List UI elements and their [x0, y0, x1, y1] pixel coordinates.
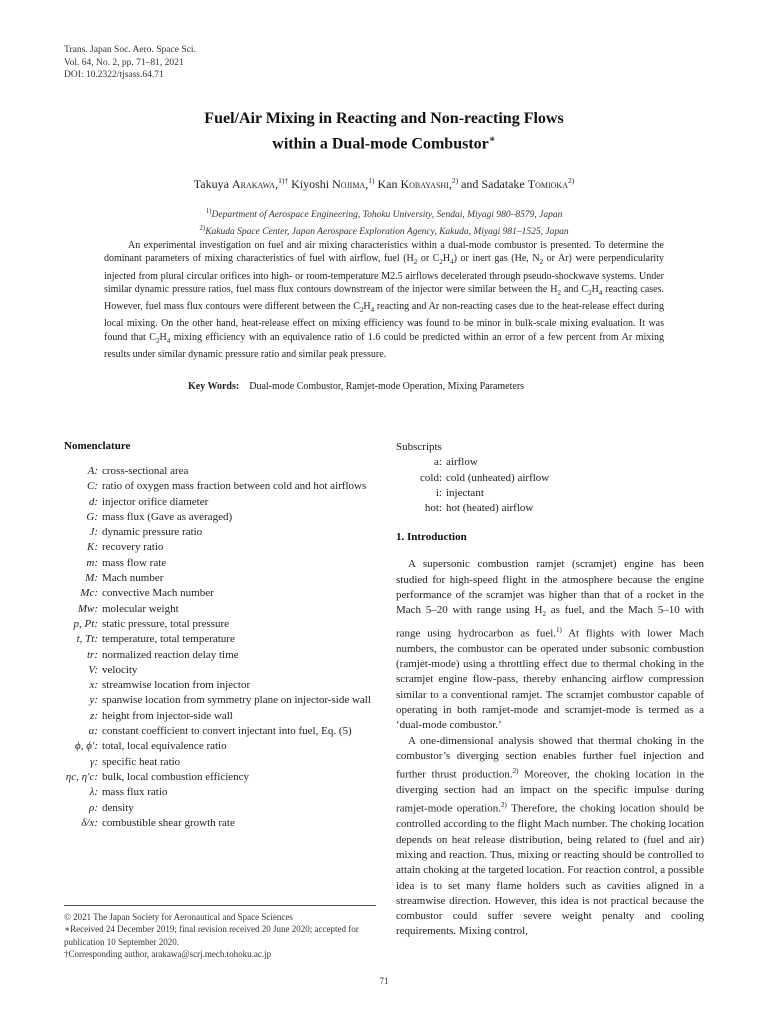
nomenclature-row — [64, 602, 380, 617]
nomenclature-row — [64, 770, 380, 785]
nomenclature-symbol: d: — [88, 495, 98, 508]
subscript-definition: injectant — [446, 486, 484, 499]
nomenclature-row — [64, 739, 380, 754]
subscript-symbol: hot: — [424, 502, 442, 515]
nomenclature-symbol: G: — [86, 510, 98, 523]
right-column — [396, 440, 704, 940]
nomenclature-symbol: γ: — [90, 755, 98, 768]
nomenclature-row — [64, 495, 380, 510]
nomenclature-row — [64, 464, 380, 479]
subscript-row — [396, 486, 704, 501]
nomenclature-definition: temperature, total temperature — [102, 633, 235, 646]
nomenclature-row — [64, 525, 380, 540]
author-2: Kiyoshi Nojima,$^{1)}$ — [291, 176, 375, 191]
title-footnote-mark: ∗ — [488, 134, 496, 145]
nomenclature-definition: Mach number — [102, 572, 164, 585]
nomenclature-symbol: ηc, η′c: — [65, 770, 98, 783]
nomenclature-row — [64, 586, 380, 601]
nomenclature-definition: streamwise location from injector — [102, 679, 251, 692]
nomenclature-definition: density — [102, 801, 134, 814]
affiliation-1: $^{1)}$Department of Aerospace Engineering, Tohoku University, Sendai, Miyagi 980–8579, Japan — [205, 207, 563, 221]
nomenclature-row — [64, 693, 380, 708]
author-4: Sadatake Tomioka$^{2)}$ — [481, 176, 575, 191]
keywords — [188, 381, 524, 392]
nomenclature-symbol: C: — [87, 480, 98, 493]
nomenclature-row — [64, 510, 380, 525]
nomenclature-symbol: x: — [89, 679, 98, 692]
title-line-1: Fuel/Air Mixing in Reacting and Non-reacting Flows — [204, 110, 564, 127]
nomenclature-row — [64, 724, 380, 739]
nomenclature-symbol: K: — [87, 541, 98, 554]
footnote-received: ∗Received 24 December 2019; final revision received 20 June 2020; accepted for publication 10 September 2020. — [64, 924, 359, 947]
nomenclature-row — [64, 617, 380, 632]
nomenclature-row — [64, 785, 380, 800]
journal-name: Trans. Japan Soc. Aero. Space Sci. — [64, 45, 196, 55]
subscript-symbol: i: — [435, 486, 442, 499]
nomenclature-definition: dynamic pressure ratio — [102, 526, 203, 539]
nomenclature-symbol: t, Tt: — [76, 633, 98, 646]
nomenclature-row — [64, 678, 380, 693]
footnote — [64, 905, 376, 960]
page-number: 71 — [379, 976, 389, 986]
author-3: Kan Kobayashi,$^{2)}$ — [377, 176, 459, 191]
journal-header — [64, 44, 196, 82]
nomenclature-symbol: Mc: — [80, 587, 98, 600]
paper-title — [0, 108, 768, 154]
nomenclature-definition: molecular weight — [102, 602, 179, 615]
affiliation-2: $^{2)}$Kakuda Space Center, Japan Aerospace Exploration Agency, Kakuda, Miyagi 981–1525, Japan — [199, 223, 569, 237]
intro-paragraph-1: A supersonic combustion ramjet (scramjet) engine has been studied for high-speed flight in the atmosphere because the engine performance of the scramjet was higher than that of a rocket in the Mach 5–20 with range using $H_2$ as fuel, and the Mach 5–10 with range using hydrocarbon as fuel.$^{1)}$ At flights with lower Mach numbers, the combustor can be operated under subsonic combustion (ramjet-mode) using a throttling effect due to thermal choking in the scramjet engine flow-pass, thereby enhancing airflow compression similar to a conventional ramjet. The scramjet combustor capable of operating in both ramjet-mode and scramjet-mode is termed as a ‘dual-mode combustor.’ — [396, 558, 705, 732]
keywords-label: Key Words: — [188, 381, 240, 392]
intro-paragraph-2: A one-dimensional analysis showed that thermal choking in the combustor’s diverging section enables further fuel injection and further thrust production.$^{2)}$ Moreover, the choking location in the diverging section had an impact on the specific impulse during ramjet-mode operation.$^{2)}$ Therefore, the choking location should be controlled according to the flight Mach number. The choking location depends on heat release distribution, being related to (fuel and air) mixing and reaction. Thus, mixing or reacting should be controlled to attain choking at the targeted location. For reaction control, a possible idea is to set many flame holders such as cavities aligned in a streamwise direction. However, this idea is not practical because the combustor could suffer severe weight penalty and cooling requirements. Mixing control, — [396, 734, 704, 938]
nomenclature-symbol: y: — [89, 694, 98, 707]
nomenclature-symbol: ρ: — [89, 801, 98, 814]
nomenclature-symbol: V: — [88, 663, 98, 676]
nomenclature-definition: recovery ratio — [102, 541, 164, 554]
nomenclature-definition: specific heat ratio — [102, 755, 181, 768]
title-line-2: within a Dual-mode Combustor∗ — [272, 134, 496, 153]
subscript-definition: cold (unheated) airflow — [446, 471, 550, 484]
nomenclature-row — [64, 479, 380, 494]
subscript-row — [396, 471, 704, 486]
nomenclature-definition: spanwise location from symmetry plane on injector-side wall — [102, 694, 371, 707]
nomenclature-row — [64, 801, 380, 816]
subscript-symbol: a: — [434, 456, 442, 469]
introduction-heading: 1. Introduction — [396, 531, 467, 544]
journal-doi: DOI: 10.2322/tjsass.64.71 — [64, 70, 164, 80]
nomenclature-definition: constant coefficient to convert injectant into fuel, Eq. (5) — [102, 725, 352, 738]
journal-volume: Vol. 64, No. 2, pp. 71–81, 2021 — [64, 57, 184, 68]
nomenclature-definition: static pressure, total pressure — [102, 617, 230, 630]
author-1: Takuya Arakawa,$^{1)\dagger}$ — [193, 176, 289, 191]
subscript-definition: airflow — [446, 456, 478, 469]
nomenclature-definition: mass flow rate — [102, 556, 167, 569]
subscripts-list — [396, 455, 704, 516]
nomenclature-row — [64, 632, 380, 647]
footnote-corresponding: †Corresponding author, arakawa@scrj.mech.tohoku.ac.jp — [64, 948, 272, 959]
nomenclature-definition: normalized reaction delay time — [102, 648, 239, 661]
nomenclature-row — [64, 556, 380, 571]
subscripts-heading: Subscripts — [396, 441, 442, 453]
nomenclature-row — [64, 663, 380, 678]
nomenclature-symbol: z: — [90, 709, 98, 722]
nomenclature-symbol: α: — [88, 725, 98, 738]
nomenclature-definition: velocity — [102, 663, 138, 676]
nomenclature-definition: height from injector-side wall — [102, 709, 233, 722]
nomenclature-row — [64, 540, 380, 555]
nomenclature-definition: injector orifice diameter — [102, 495, 209, 508]
left-column — [64, 440, 380, 831]
nomenclature-definition: ratio of oxygen mass fraction between cold and hot airflows — [102, 480, 367, 493]
nomenclature-row — [64, 571, 380, 586]
keywords-text: Dual-mode Combustor, Ramjet-mode Operation, Mixing Parameters — [249, 381, 525, 392]
nomenclature-heading: Nomenclature — [64, 440, 131, 452]
nomenclature-definition: total, local equivalence ratio — [102, 740, 227, 753]
nomenclature-symbol: p, Pt: — [73, 617, 98, 630]
nomenclature-list — [64, 464, 380, 831]
nomenclature-definition: convective Mach number — [102, 587, 214, 600]
nomenclature-symbol: tr: — [87, 648, 98, 661]
nomenclature-definition: mass flux (Gave as averaged) — [102, 510, 233, 523]
nomenclature-symbol: M: — [85, 572, 98, 585]
nomenclature-row — [64, 816, 380, 831]
nomenclature-symbol: Mw: — [77, 602, 98, 615]
subscript-row — [396, 455, 704, 470]
nomenclature-symbol: m: — [86, 556, 98, 569]
affiliations — [0, 205, 768, 238]
subscript-symbol: cold: — [420, 471, 442, 484]
footnote-copyright: © 2021 The Japan Society for Aeronautical and Space Sciences — [64, 912, 293, 922]
nomenclature-definition: bulk, local combustion efficiency — [102, 770, 250, 783]
subscript-row — [396, 501, 704, 516]
nomenclature-symbol: A: — [87, 465, 98, 477]
nomenclature-symbol: λ: — [89, 786, 98, 799]
nomenclature-definition: mass flux ratio — [102, 786, 168, 799]
nomenclature-symbol: δ/x: — [81, 816, 98, 829]
nomenclature-row — [64, 648, 380, 663]
nomenclature-row — [64, 755, 380, 770]
nomenclature-symbol: J: — [89, 526, 98, 539]
nomenclature-symbol: ϕ, ϕ′: — [75, 740, 98, 753]
author-list: Takuya Arakawa,$^{1)\dagger}$ Kiyoshi Nojima,$^{1)}$ Kan Kobayashi,$^{2)}$ and Sadatake Tomioka$^{2)}$ — [193, 176, 575, 191]
nomenclature-definition: combustible shear growth rate — [102, 816, 235, 829]
abstract: An experimental investigation on fuel and air mixing characteristics within a dual-mode combustor is presented. To determine the dominant parameters of mixing characteristics of fuel with airflow, fuel ($H_2$ or $C_2H_4$) or inert gas (He, $N_2$ or Ar) were perpendicularity injected from plural circular orifices into high- or room-temperature M2.5 airflows decelerated through pseudo-shockwave systems. Under similar dynamic pressure ratios, fuel mass flux contours downstream of the injector were similar between the $H_2$ and $C_2H_4$ reacting cases. However, fuel mass flux contours were different between the $C_2H_4$ reacting and Ar non-reacting cases due to the heat-release effect during local mixing. On the other hand, heat-release effect on mixing efficiency was found to be minor in bulk-scale mixing evaluation. It was found that $C_2H_4$ mixing efficiency with an equivalence ratio of 1.6 could be predicted within an error of a few percent from Ar mixing results under similar dynamic pressure ratio and similar peak pressure. — [104, 240, 665, 361]
subscript-definition: hot (heated) airflow — [446, 502, 534, 515]
nomenclature-definition: cross-sectional area — [102, 465, 189, 477]
nomenclature-row — [64, 709, 380, 724]
